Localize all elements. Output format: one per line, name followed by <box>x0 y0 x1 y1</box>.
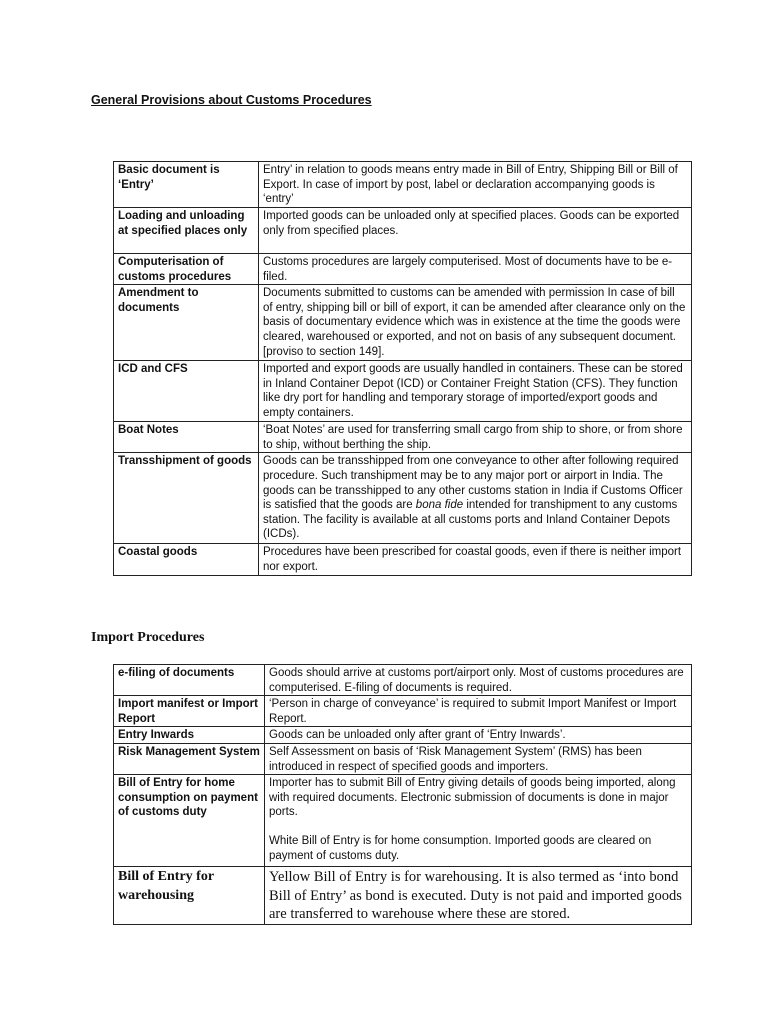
description-cell: Self Assessment on basis of ‘Risk Management System’ (RMS) has been introduced in respect of specified goods and importers. <box>265 743 692 774</box>
term-cell: ICD and CFS <box>114 361 259 422</box>
term-cell: Entry Inwards <box>114 727 265 744</box>
table-row <box>114 453 692 544</box>
description-text: White Bill of Entry is for home consumption. Imported goods are cleared on payment of customs duty. <box>269 834 652 862</box>
description-cell: Customs procedures are largely computerised. Most of documents have to be e-filed. <box>259 254 692 285</box>
description-cell <box>265 775 692 867</box>
description-text: Goods can be transshipped from one conveyance to other after following required procedure. Such transhipment may be to any major port or airport in India. The goods can be transshipped to any other customs station in India if Customs Officer is satisfied that the goods are <box>263 455 683 512</box>
section-heading-general: General Provisions about Customs Procedures <box>91 93 372 107</box>
table-row <box>114 665 692 696</box>
table-row <box>114 867 692 925</box>
description-cell: Entry’ in relation to goods means entry made in Bill of Entry, Shipping Bill or Bill of Export. In case of import by post, label or declaration accompanying goods is ‘entry’ <box>259 162 692 208</box>
description-cell: Procedures have been prescribed for coastal goods, even if there is neither import nor export. <box>259 544 692 575</box>
general-provisions-table <box>113 161 692 576</box>
table-row <box>114 361 692 422</box>
table-row <box>114 254 692 285</box>
table-row <box>114 544 692 575</box>
description-cell: Imported goods can be unloaded only at specified places. Goods can be exported only from specified places. <box>259 208 692 254</box>
term-cell: Bill of Entry for warehousing <box>114 867 265 925</box>
table-row <box>114 208 692 254</box>
description-cell: Goods can be unloaded only after grant of ‘Entry Inwards’. <box>265 727 692 744</box>
description-cell: Goods should arrive at customs port/airport only. Most of customs procedures are computerised. E-filing of documents is required. <box>265 665 692 696</box>
import-procedures-table <box>113 664 692 925</box>
description-cell: Documents submitted to customs can be amended with permission In case of bill of entry, shipping bill or bill of export, it can be amended after clearance only on the basis of documentary evidence which was in existence at the time the goods were cleared, warehoused or exported, and not on basis of any subsequent document. [proviso to section 149]. <box>259 285 692 361</box>
table-row <box>114 162 692 208</box>
term-cell: Boat Notes <box>114 422 259 453</box>
table-row <box>114 743 692 774</box>
table-row <box>114 422 692 453</box>
term-cell: Bill of Entry for home consumption on payment of customs duty <box>114 775 265 867</box>
term-cell: Coastal goods <box>114 544 259 575</box>
term-cell: Risk Management System <box>114 743 265 774</box>
term-cell: Amendment to documents <box>114 285 259 361</box>
description-italic-text: bona fide <box>415 499 464 512</box>
table-row <box>114 775 692 867</box>
description-text: intended for transhipment to any customs station. The facility is available at all customs ports and Inland Container Depots (ICDs). <box>263 499 678 541</box>
term-cell: Loading and unloading at specified places only <box>114 208 259 254</box>
description-cell: ‘Boat Notes’ are used for transferring small cargo from ship to shore, or from shore to ship, without berthing the ship. <box>259 422 692 453</box>
table-row <box>114 727 692 744</box>
description-text: Importer has to submit Bill of Entry giving details of goods being imported, along with required documents. Electronic submission of documents is done in major ports. <box>269 777 676 819</box>
description-cell: ‘Person in charge of conveyance’ is required to submit Import Manifest or Import Report. <box>265 696 692 727</box>
term-cell: Basic document is ‘Entry’ <box>114 162 259 208</box>
table-row <box>114 696 692 727</box>
term-cell: Import manifest or Import Report <box>114 696 265 727</box>
description-cell: Imported and export goods are usually handled in containers. These can be stored in Inland Container Depot (ICD) or Container Freight Station (CFS). They function like dry port for handling and temporary storage of imported/export goods and empty containers. <box>259 361 692 422</box>
term-cell: Transshipment of goods <box>114 453 259 544</box>
term-cell: Computerisation of customs procedures <box>114 254 259 285</box>
description-cell: Yellow Bill of Entry is for warehousing. It is also termed as ‘into bond Bill of Entry’ as bond is executed. Duty is not paid and imported goods are transferred to warehouse where these are stored. <box>265 867 692 925</box>
term-cell: e-filing of documents <box>114 665 265 696</box>
description-cell <box>259 453 692 544</box>
section-heading-import: Import Procedures <box>91 630 205 645</box>
table-row <box>114 285 692 361</box>
